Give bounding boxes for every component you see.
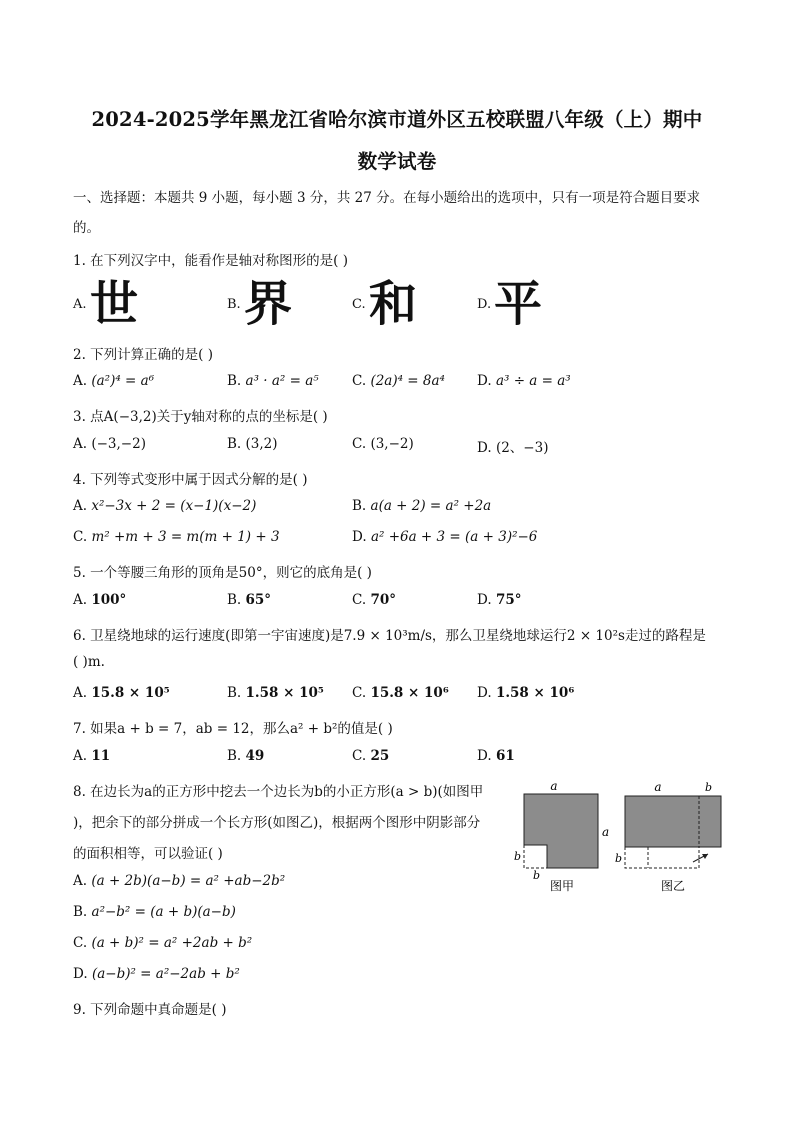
option-text: (2、−3)	[495, 440, 549, 456]
question-6-stem: 6. 卫星绕地球的运行速度(即第一宇宙速度)是7.9 × 10³m/s，那么卫星绕地球运行2 × 10²s走过的路程是	[73, 628, 706, 644]
exam-title-line2: 数学试卷	[357, 150, 437, 173]
figure-jia-shaded-region	[524, 794, 598, 868]
question-1-stem: 1. 在下列汉字中，能看作是轴对称图形的是( )	[73, 253, 348, 269]
option-label: C.	[352, 685, 367, 701]
option-text: 1.58 × 10⁵	[245, 685, 324, 701]
option-text: x²−3x + 2 = (x−1)(x−2)	[91, 498, 257, 514]
option-text: a²−b² = (a + b)(a−b)	[91, 904, 236, 920]
option-text: (a−b)² = a²−2ab + b²	[91, 966, 240, 982]
option-text: 61	[495, 748, 515, 764]
option-text: 15.8 × 10⁵	[91, 685, 170, 701]
q1-option-b-label: B.	[227, 297, 241, 312]
option-label: D.	[73, 966, 88, 982]
option-label: B.	[73, 904, 88, 920]
figure-yi	[615, 780, 721, 893]
exam-title-line1: 2024-2025学年黑龙江省哈尔滨市道外区五校联盟八年级（上）期中	[91, 108, 703, 131]
q3-option-a	[73, 436, 146, 452]
q5-option-a	[73, 592, 126, 608]
question-4-stem: 4. 下列等式变形中属于因式分解的是( )	[73, 472, 308, 488]
q7-option-d	[477, 748, 515, 764]
q1-option-a-label: A.	[73, 297, 87, 312]
q6-option-c	[352, 685, 449, 701]
figure-jia-removed-square	[524, 845, 547, 868]
option-label: D.	[477, 373, 492, 389]
figure-jia-right-label: a	[602, 825, 610, 839]
option-label: B.	[227, 685, 242, 701]
q5-option-c	[352, 592, 396, 608]
option-text: (a²)⁴ = a⁶	[91, 373, 155, 389]
q3-option-c	[352, 436, 414, 452]
q7-option-c	[352, 748, 389, 764]
figure-jia-top-label: a	[550, 779, 558, 793]
option-label: A.	[73, 873, 88, 889]
option-text: (2a)⁴ = 8a⁴	[370, 373, 445, 389]
figure-yi-rectangle	[625, 796, 721, 847]
figure-yi-top-a-label: a	[654, 780, 662, 794]
option-text: (−3,−2)	[91, 436, 146, 452]
option-label: A.	[73, 373, 88, 389]
option-label: A.	[73, 748, 88, 764]
section-intro-line2: 的。	[73, 220, 100, 236]
q6-option-a	[73, 685, 170, 701]
q1-option-b-char: 界	[244, 276, 293, 332]
option-label: D.	[477, 685, 492, 701]
option-text: 15.8 × 10⁶	[370, 685, 449, 701]
q1-option-d-label: D.	[477, 297, 492, 312]
option-label: A.	[73, 592, 88, 608]
option-label: D.	[477, 440, 492, 456]
option-label: C.	[352, 592, 367, 608]
option-text: (3,2)	[245, 436, 278, 452]
q1-option-c-label: C.	[352, 297, 366, 312]
option-label: A.	[73, 436, 88, 452]
option-label: B.	[352, 498, 367, 514]
option-text: (a + 2b)(a−b) = a² +ab−2b²	[91, 873, 286, 889]
q6-option-b	[227, 685, 324, 701]
q3-option-d	[477, 436, 548, 456]
option-text: 1.58 × 10⁶	[495, 685, 575, 701]
option-text: a³ · a² = a⁵	[245, 373, 319, 389]
q2-option-a	[73, 373, 154, 389]
option-label: C.	[73, 935, 88, 951]
q4-option-c	[73, 529, 280, 545]
q4-option-a	[73, 498, 256, 514]
option-label: B.	[227, 436, 242, 452]
option-text: a² +6a + 3 = (a + 3)²−6	[370, 529, 538, 545]
option-label: D.	[477, 592, 492, 608]
q1-option-c-char: 和	[369, 276, 418, 332]
option-text: a(a + 2) = a² +2a	[370, 498, 492, 514]
option-label: D.	[352, 529, 367, 545]
q8-option-a	[73, 873, 285, 889]
option-text: (a + b)² = a² +2ab + b²	[91, 935, 253, 951]
figure-jia	[514, 779, 609, 893]
option-label: C.	[352, 436, 367, 452]
option-text: (3,−2)	[370, 436, 414, 452]
option-text: 100°	[91, 592, 127, 608]
figure-yi-left-b-label: b	[615, 852, 623, 865]
figure-jia-bottom-b-label: b	[533, 869, 541, 882]
question-8-stem-cont1: )，把余下的部分拼成一个长方形(如图乙)，根据两个图形中阴影部分	[73, 815, 481, 831]
option-text: 49	[245, 748, 265, 764]
question-2-stem: 2. 下列计算正确的是( )	[73, 347, 213, 363]
q7-option-b	[227, 748, 264, 764]
option-text: 75°	[495, 592, 522, 608]
figure-yi-top-b-label: b	[705, 781, 713, 794]
q3-option-b	[227, 436, 278, 452]
option-text: a³ ÷ a = a³	[495, 373, 571, 389]
option-text: 11	[91, 748, 111, 764]
option-label: C.	[352, 373, 367, 389]
option-text: 65°	[245, 592, 272, 608]
q8-option-c	[73, 935, 252, 951]
q4-option-d	[352, 529, 537, 545]
option-text: 70°	[370, 592, 396, 608]
section-intro-line1: 一、选择题：本题共 9 小题，每小题 3 分，共 27 分。在每小题给出的选项中，只有一项是符合题目要求	[73, 190, 701, 206]
q5-option-d	[477, 592, 521, 608]
question-9-stem: 9. 下列命题中真命题是( )	[73, 1002, 227, 1018]
q2-option-d	[477, 373, 571, 389]
question-6-stem-cont: ( )m.	[73, 654, 105, 670]
q8-figure	[508, 778, 728, 900]
figure-yi-moved-strip	[625, 847, 699, 868]
option-label: C.	[73, 529, 88, 545]
question-8-stem: 8. 在边长为a的正方形中挖去一个边长为b的小正方形(a > b)(如图甲	[73, 784, 484, 800]
figure-jia-caption: 图甲	[549, 879, 575, 893]
option-label: C.	[352, 748, 367, 764]
q8-option-b	[73, 904, 236, 920]
q2-option-c	[352, 373, 445, 389]
option-label: B.	[227, 748, 242, 764]
option-text: m² +m + 3 = m(m + 1) + 3	[91, 529, 280, 545]
q1-option-a-char: 世	[90, 276, 139, 332]
figure-jia-left-b-label: b	[514, 850, 522, 863]
option-label: A.	[73, 685, 88, 701]
q4-option-b	[352, 498, 491, 514]
q5-option-b	[227, 592, 271, 608]
option-label: D.	[477, 748, 492, 764]
option-text: 25	[370, 748, 390, 764]
option-label: B.	[227, 373, 242, 389]
q1-option-d-char: 平	[494, 276, 543, 332]
q7-option-a	[73, 748, 110, 764]
question-7-stem: 7. 如果a + b = 7，ab = 12，那么a² + b²的值是( )	[73, 721, 393, 737]
question-8-stem-cont2: 的面积相等，可以验证( )	[73, 846, 223, 862]
q8-option-d	[73, 966, 240, 982]
question-5-stem: 5. 一个等腰三角形的顶角是50°，则它的底角是( )	[73, 565, 372, 581]
option-label: B.	[227, 592, 242, 608]
option-label: A.	[73, 498, 88, 514]
figure-yi-caption: 图乙	[660, 879, 686, 893]
question-3-stem: 3. 点A(−3,2)关于y轴对称的点的坐标是( )	[73, 409, 328, 425]
q2-option-b	[227, 373, 319, 389]
q6-option-d	[477, 685, 574, 701]
